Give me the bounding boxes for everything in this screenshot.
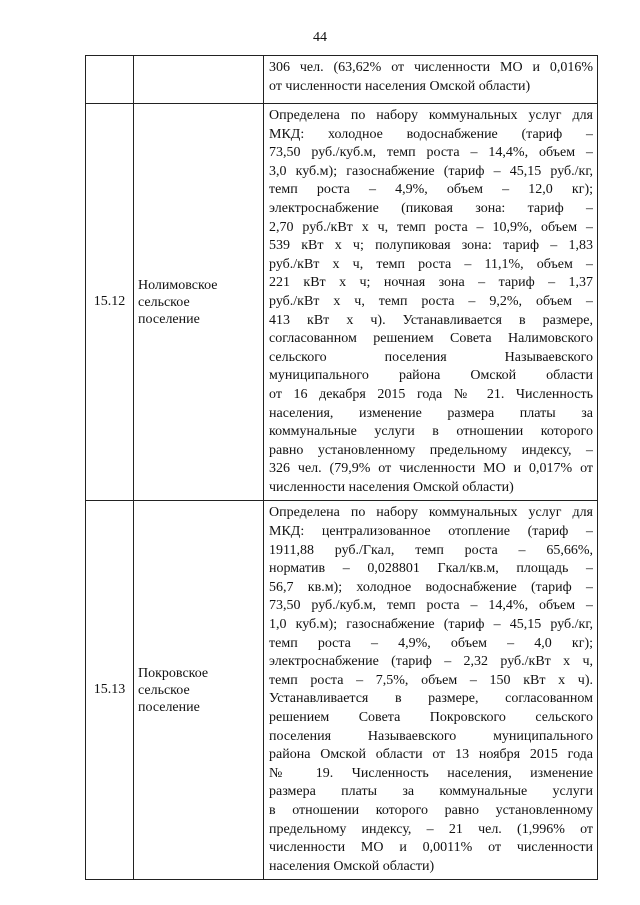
description-line: № 19. Численность населения, изменение [269, 765, 593, 781]
settlement-name-line: поселение [138, 311, 200, 327]
description-line: 73,50 руб./куб.м, темп роста – 14,4%, объем – [269, 598, 593, 614]
settlement-name [134, 56, 264, 104]
description-cell [264, 501, 598, 880]
description-line: сельского поселения Называевского [269, 349, 593, 365]
description-line: численности МО и 0,0011% от численности [269, 840, 593, 856]
description-line: населения Омской области) [269, 858, 435, 874]
settlement-name-line: сельское [138, 294, 190, 310]
description-line: 2,70 руб./кВт х ч, темп роста – 10,9%, объем – [269, 219, 593, 235]
table-row [86, 56, 598, 104]
description-line: решением Совета Покровского сельского [269, 710, 593, 725]
description-line: предельному индексу, – 21 чел. (1,996% от [269, 821, 593, 837]
description-line: от численности населения Омской области) [269, 78, 531, 94]
settlement-name-line: поселение [138, 699, 200, 715]
description-line: согласованном решением Совета Налимовского [269, 331, 593, 347]
description-line: населения, изменение размера платы за [269, 405, 593, 421]
description-line: 413 кВт х ч). Устанавливается в размере, [269, 312, 593, 328]
settlement-name-line: Нолимовское [138, 277, 218, 293]
description-line: коммунальные услуги в отношении которого [269, 424, 593, 440]
description-line: МКД: централизованное отопление (тариф – [269, 524, 593, 540]
description-line: муниципального района Омской области [269, 368, 593, 384]
description-line: численности населения Омской области) [269, 479, 514, 495]
description-line: темп роста – 4,9%, объем – 4,0 кг); [269, 635, 593, 651]
description-line: руб./кВт х ч, темп роста – 9,2%, объем – [269, 293, 593, 309]
page-number: 44 [313, 30, 327, 45]
description-line: электроснабжение (тариф – 2,32 руб./кВт х ч, [269, 654, 593, 670]
description-line: поселения Называевского муниципального [269, 728, 593, 744]
description-line: Определена по набору коммунальных услуг для [269, 108, 593, 123]
settlement-name [134, 104, 264, 501]
description-line: от 16 декабря 2015 года № 21. Численность [269, 386, 593, 402]
row-number: 15.12 [86, 104, 134, 501]
row-number [86, 56, 134, 104]
description-line: темп роста – 7,5%, объем – 150 кВт х ч). [269, 672, 593, 688]
description-line: 3,0 куб.м); газоснабжение (тариф – 45,15 руб./кг, [269, 163, 593, 179]
description-line: норматив – 0,028801 Гкал/кв.м, площадь – [269, 561, 593, 577]
tariff-table [85, 55, 598, 880]
row-number: 15.13 [86, 501, 134, 880]
description-line: 221 кВт х ч; ночная зона – тариф – 1,37 [269, 275, 593, 291]
description-line: в отношении которого равно установленному [269, 802, 593, 818]
description-line: равно установленному предельному индексу, – [269, 442, 593, 458]
description-line: 306 чел. (63,62% от численности МО и 0,016% [269, 60, 593, 75]
description-line: темп роста – 4,9%, объем – 12,0 кг); [269, 182, 593, 198]
table-row [86, 501, 598, 880]
description-line: 1911,88 руб./Гкал, темп роста – 65,66%, [269, 542, 593, 558]
description-line: размера платы за коммунальные услуги [269, 784, 593, 800]
description-cell [264, 56, 598, 104]
description-line: района Омской области от 13 ноября 2015 года [269, 747, 593, 763]
description-line: 56,7 кв.м); холодное водоснабжение (тариф – [269, 579, 593, 595]
description-line: электроснабжение (пиковая зона: тариф – [269, 200, 593, 216]
description-line: Устанавливается в размере, согласованном [269, 691, 593, 707]
settlement-name [134, 501, 264, 880]
description-line: Определена по набору коммунальных услуг для [269, 505, 593, 521]
description-line: 73,50 руб./куб.м, темп роста – 14,4%, объем – [269, 145, 593, 161]
settlement-name-line: сельское [138, 682, 190, 698]
description-line: 539 кВт х ч; полупиковая зона: тариф – 1,83 [269, 238, 593, 254]
description-cell [264, 104, 598, 501]
description-line: 326 чел. (79,9% от численности МО и 0,017% от [269, 461, 593, 477]
table-row [86, 104, 598, 501]
description-line: МКД: холодное водоснабжение (тариф – [269, 126, 593, 142]
settlement-name-line: Покровское [138, 665, 209, 681]
description-line: 1,0 куб.м); газоснабжение (тариф – 45,15 руб./кг, [269, 617, 593, 633]
description-line: руб./кВт х ч, темп роста – 11,1%, объем – [269, 256, 593, 272]
